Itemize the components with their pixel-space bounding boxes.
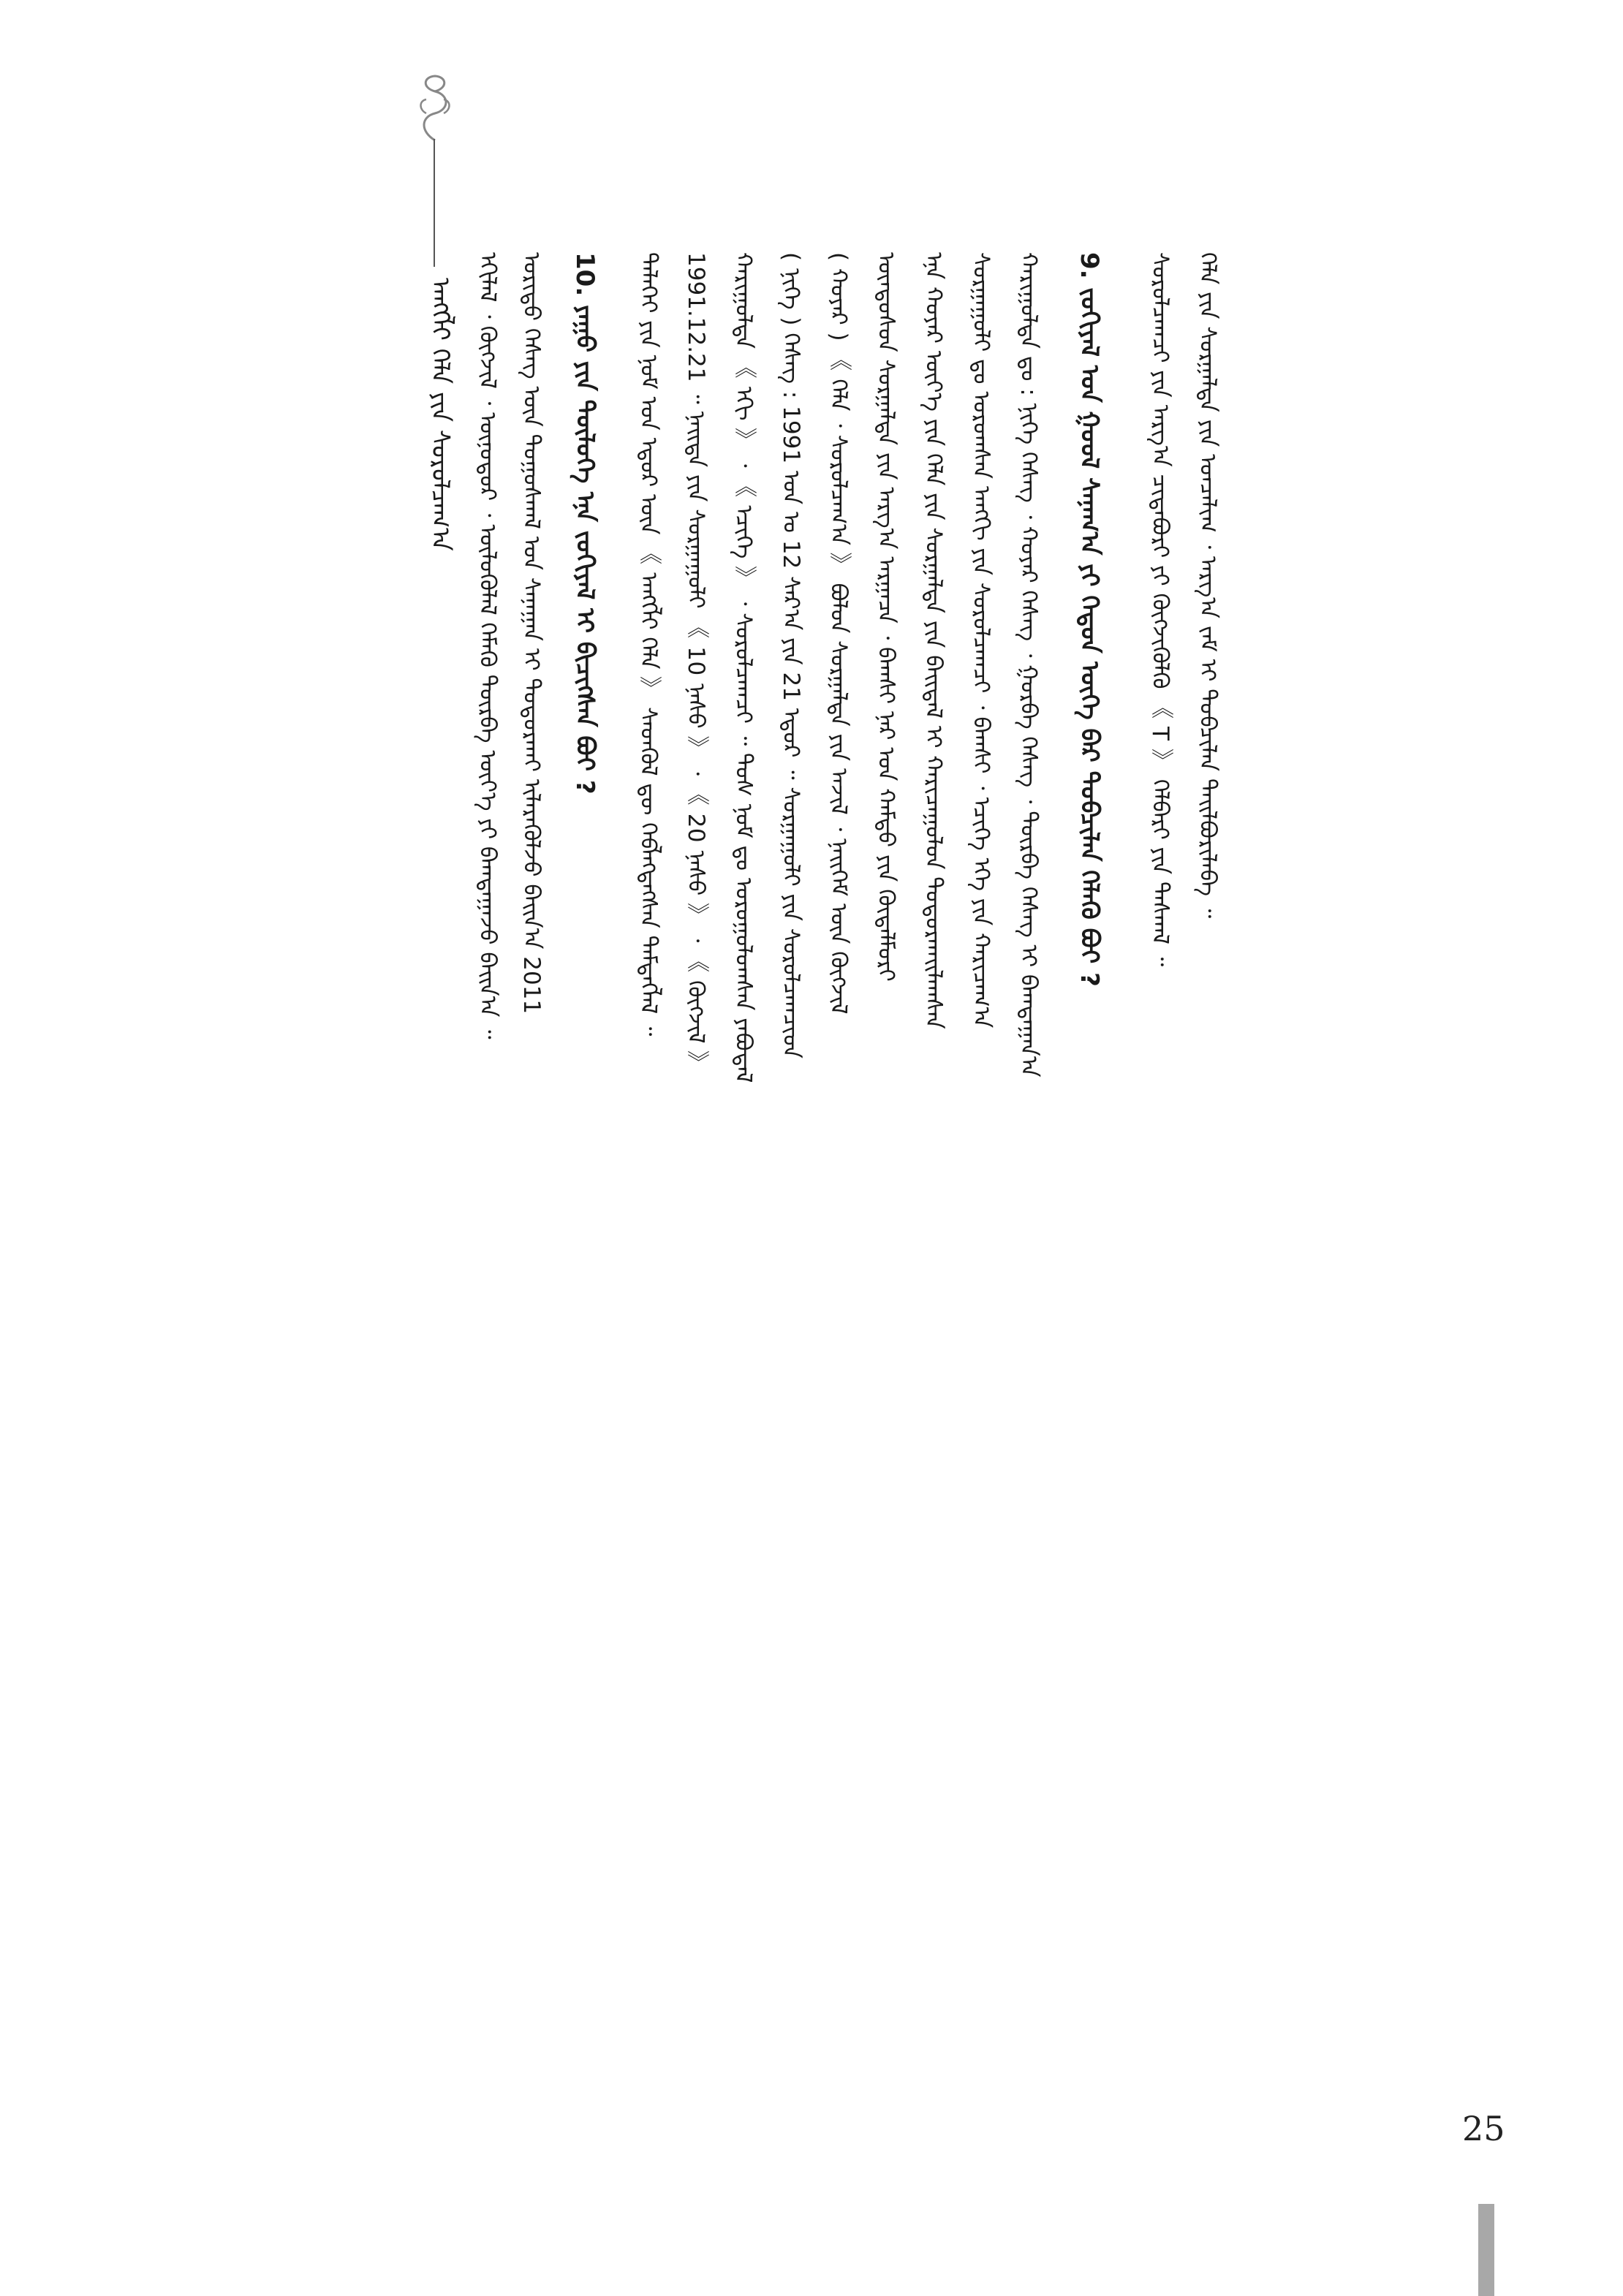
text-line: ( ᠬᠣᠶᠠᠷ ) 《 ᠬᠡᠯᠡ ᠂ ᠰᠤᠷᠤᠯᠴᠠᠭ᠎ᠠ 》 ᠪᠤᠯᠤᠨ ᠰᠤᠷᠭᠠᠯᠲᠠ ᠶᠢᠨ ᠠᠵᠢᠯ ᠂ ᠨᠡᠢᠭᠡᠮ ᠦᠨ ᠬᠥᠭᠵᠢᠯ <box>825 252 852 1015</box>
text-line: ᠬᠡᠯᠡ ᠶᠢᠨ ᠰᠤᠷᠭᠠᠯᠲᠠ ᠶᠢᠨ ᠤᠨᠴᠠᠯᠢᠭ ᠂ ᠠᠷᠭ᠎ᠠ ᠵᠠᠮ ᠢ ᠲᠣᠪᠴᠢᠯᠠᠨ ᠲᠠᠢᠯᠪᠤᠷᠢᠯᠠᠪᠠ ᠃ <box>1195 252 1221 919</box>
text-line: ᠳᠡᠯᠡᠬᠡᠢ ᠶᠢᠨ ᠨᠣᠮ ᠤᠨ ᠡᠳᠦᠷ ᠦᠨ 《 ᠠᠩᠭ᠌ᠯᠢ ᠬᠡᠯᠡ 》 ᠰᠡᠳᠭᠦᠯ ᠳᠦ ᠬᠡᠪᠯᠡᠭᠳᠡᠭᠰᠡᠨ ᠲᠡᠮᠳᠡᠭᠯᠡᠯ ᠃ <box>635 252 662 1037</box>
section-heading-9: 9. ᠵᠣᠬᠢᠶᠠᠯ ᠤᠨ ᠭᠣᠣᠯ ᠰᠠᠨᠠᠭ᠎ᠠ ᠶᠢ ᠬᠡᠳᠦᠨ ᠦᠭᠡ ᠪᠡᠷ ᠲᠣᠪᠴᠢᠯᠠᠨ ᠬᠡᠯᠡᠬᠦ ᠪᠤᠢ ? <box>1075 252 1104 987</box>
text-line: ᠤᠷᠢᠳᠤ ᠬᠡᠰᠡᠭ ᠦᠨ ᠳᠤᠭᠤᠰᠬᠠᠯ ᠤᠨ ᠰᠠᠨᠠᠭᠠᠨ ᠢ ᠲᠣᠳᠤᠷᠬᠠᠢ ᠢᠯᠡᠷᠡᠭᠦᠯᠵᠦ ᠪᠠᠢᠨ᠎ᠠ 2011 <box>518 252 545 1015</box>
header-ornament-icon <box>413 73 457 143</box>
text-line: ᠡᠨᠡ ᠬᠣᠶᠠᠷ ᠦᠶ᠎ᠡ ᠶᠢᠨ ᠬᠡᠯᠡ ᠶᠢᠨ ᠰᠤᠷᠭᠠᠯᠲᠠ ᠶᠢᠨ ᠪᠠᠢᠳᠠᠯ ᠢ ᠬᠠᠷᠢᠴᠠᠭᠤᠯᠤᠨ ᠲᠣᠳᠣᠷᠬᠠᠢᠯᠠᠭᠰᠠᠨ <box>920 252 947 1029</box>
text-line: ᠰᠤᠷᠤᠯᠴᠠᠭᠴᠢ ᠶᠢᠨ ᠠᠷᠭ᠎ᠠ ᠴᠢᠳᠠᠪᠤᠷᠢ ᠶᠢ ᠬᠥᠭᠵᠢᠭᠦᠯᠬᠦ 《 T 》 ᠬᠡᠯᠪᠡᠷᠢ ᠶᠢᠨ ᠳᠠᠰᠭᠠᠯ ᠃ <box>1147 252 1173 967</box>
header-rule <box>434 139 435 267</box>
text-line: ᠦᠨᠳᠦᠰᠦᠨ ᠰᠤᠷᠭᠠᠯᠲᠠ ᠶᠢᠨ ᠠᠷᠭ᠎ᠠ ᠠᠷᠭᠠᠴᠠ ᠂ ᠪᠠᠭᠰᠢ ᠨᠠᠷ ᠤᠨ ᠬᠠᠮᠲᠤ ᠶᠢᠨ ᠬᠥᠳᠡᠯᠮᠦᠷᠢ <box>873 252 899 982</box>
page-number: 25 <box>1462 2109 1505 2148</box>
running-head: ᠠᠩᠭ᠌ᠯᠢ ᠬᠡᠯᠡ ᠶᠢᠨ ᠰᠤᠷᠤᠯᠴᠠᠭ᠎ᠠ <box>425 278 455 551</box>
text-line: ᠰᠤᠷᠭᠠᠭᠤᠯᠢ ᠳᠤ ᠣᠷᠤᠭᠰᠠᠨ ᠠᠨᠭᠭᠢ ᠶᠢᠨ ᠰᠤᠷᠤᠯᠴᠠᠭᠴᠢ ᠂ ᠪᠠᠭᠰᠢ ᠂ ᠡᠴᠢᠭᠡ ᠡᠬᠡ ᠶᠢᠨ ᠬᠠᠷᠢᠴᠠᠭ᠎ᠠ <box>968 252 994 1028</box>
section-heading-10: 10. ᠶᠠᠭᠤ ᠶᠢᠨ ᠲᠥᠯᠥᠭᠡ ᠡᠨᠡ ᠵᠣᠬᠢᠶᠠᠯ ᠢ ᠪᠢᠴᠢᠭᠰᠡᠨ ᠪᠤᠢ ? <box>570 252 599 795</box>
text-line: ( ᠨᠢᠭᠡ ) ᠬᠡᠰᠡᠭ : 1991 ᠣᠨ ᠤ 12 ᠰᠠᠷ᠎ᠠ ᠶᠢᠨ 21 ᠡᠳᠦᠷ ᠃ ᠰᠤᠷᠭᠠᠭᠤᠯᠢ ᠶᠢᠨ ᠰᠤᠷᠤᠯᠴᠠᠭᠴᠢᠳ <box>778 252 804 1058</box>
text-line: ᠡᠬᠢᠯᠡᠯ ᠂ ᠬᠥᠭᠵᠢᠯ ᠂ ᠥᠨᠥᠳᠦᠷ ᠂ ᠦᠯᠦᠭᠦᠯᠡᠯ ᠬᠡᠮᠡᠬᠦ ᠳᠥᠷᠪᠡ ᠦᠶ᠎ᠡ ᠶᠢ ᠪᠠᠭᠳᠠᠭᠠᠵᠤ ᠪᠠᠢᠨ᠎ᠠ ᠃ <box>474 252 501 1039</box>
text-line: ᠬᠠᠷᠢᠭᠤᠯᠲᠠ ᠳᠤ : ᠨᠢᠭᠡ ᠬᠡᠰᠡᠭ ᠂ ᠬᠣᠶᠠᠷ ᠬᠡᠰᠡᠭ ᠂ ᠭᠤᠷᠪᠠ ᠬᠡᠰᠡᠭ ᠂ ᠳᠥᠷᠪᠡ ᠬᠡᠰᠡᠭ ᠢ ᠪᠠᠭᠲᠠᠭᠠᠨ᠎ᠠ <box>1015 252 1042 1077</box>
page-edge-tab <box>1478 2204 1494 2296</box>
text-line: 1991.12.21 ᠃ ᠨᠡᠢᠲᠡ ᠶᠢᠨ ᠰᠤᠷᠭᠠᠭᠤᠯᠢ 《 10 ᠨᠠᠰᠤ 》 ᠂ 《 20 ᠨᠠᠰᠤ 》 ᠂ 《 ᠬᠥᠭᠵᠢᠯ 》 <box>683 252 709 1074</box>
text-line: ᠬᠠᠷᠢᠭᠤᠯᠲᠠ 《 ᠡᠬᠢ 》 ᠂ 《 ᠡᠴᠢᠭᠡ 》 ᠂ ᠰᠤᠷᠤᠯᠴᠠᠭᠴᠢ ᠃ ᠲᠤᠰ ᠨᠣᠮ ᠳᠤ ᠣᠷᠤᠭᠤᠯᠤᠭᠰᠠᠨ ᠶᠠᠪᠤᠳᠠᠯ <box>730 252 757 1083</box>
